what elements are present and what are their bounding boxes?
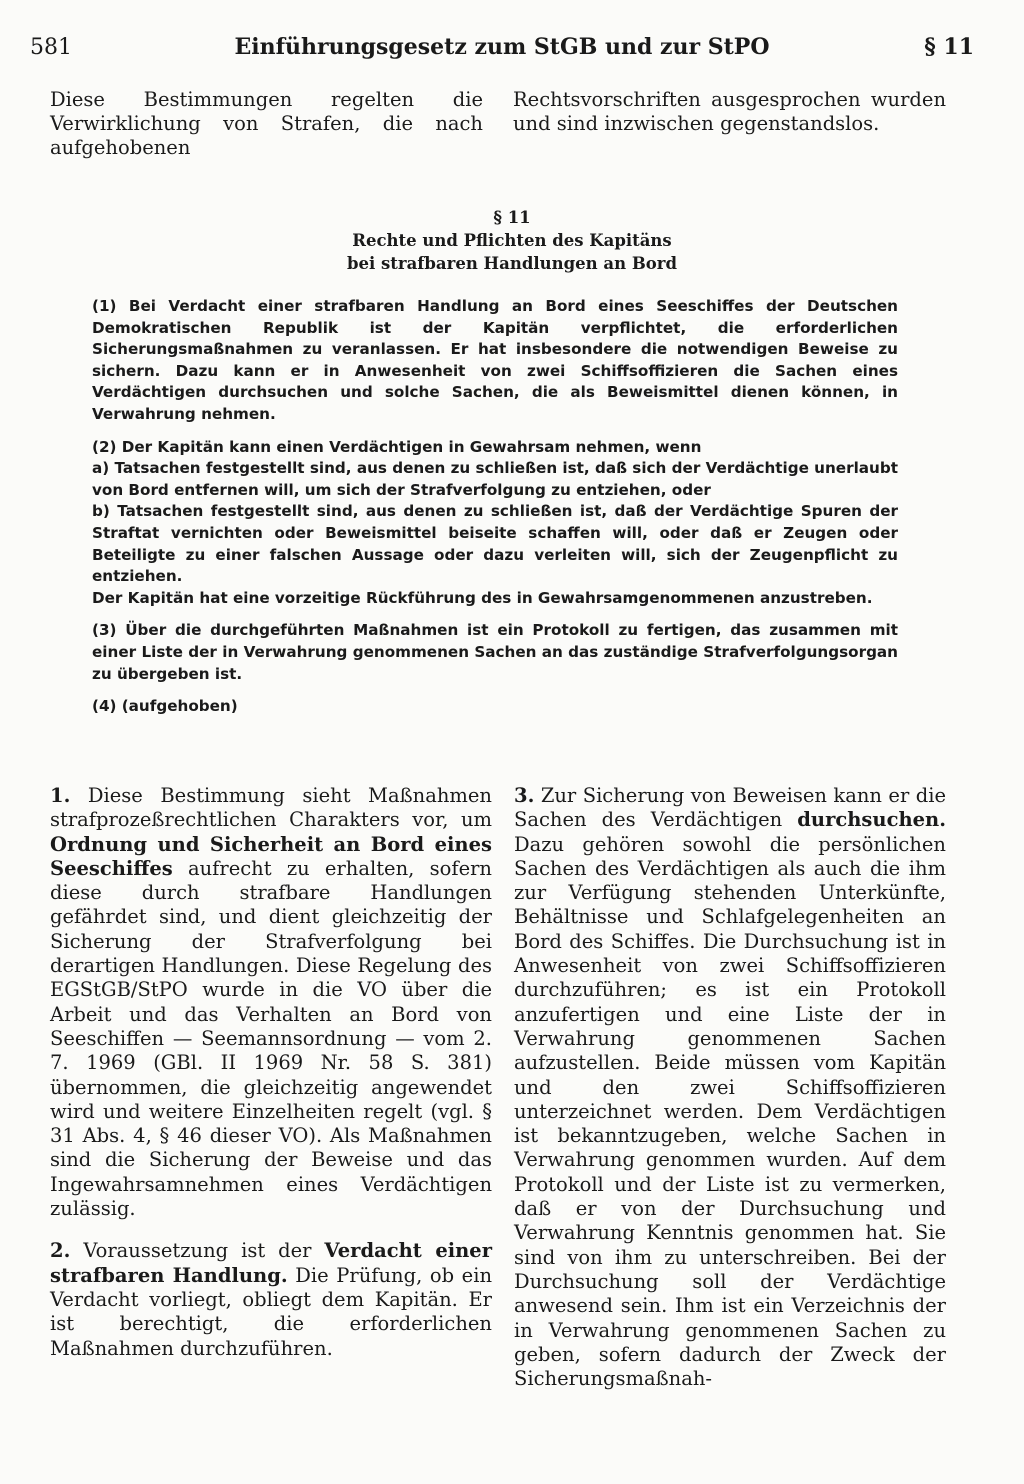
note-1-text-b: aufrecht zu erhalten, sofern diese durch strafbare Handlungen gefährdet sind, und dient gleichzeitig der Sicherung der Strafverfolgung bei derartigen Handlungen. Diese Regelung des EGStGB/StPO wurde in die VO über die Arbeit und das Verhalten an Bord von Seeschiffen — Seemannsordnung — vom 2. 7. 1969 (GBl. II 1969 Nr. 58 S. 381) übernommen, die gleichzeitig angewendet wird und weitere Einzelheiten regelt (vgl. § 31 Abs. 4, § 46 dieser VO). Als Maßnahmen sind die Sicherung der Beweise und das Ingewahrsamnehmen eines Verdächtigen zulässig.: [50, 856, 492, 1221]
law-paragraph-2: [92, 437, 898, 610]
law-text: [92, 296, 898, 729]
intro-text: [50, 88, 946, 160]
note-2-bold: Verdacht einer strafbaren Handlung.: [50, 1239, 492, 1287]
note-3-text-a: Zur Sicherung von Beweisen kann er die Sachen des Verdächtigen: [514, 784, 946, 832]
section-title-line-1: Rechte und Pflichten des Kapitäns: [352, 231, 672, 250]
running-title: Einführungsgesetz zum StGB und zur StPO: [234, 34, 770, 60]
note-3-text-b: Dazu gehören sowohl die persönlichen Sachen des Verdächtigen als auch die ihm zur Verfügung stehenden Unterkünfte, Behältnisse und Schlafgelegenheiten an Bord des Schiffes. Die Durchsuchung ist in Anwesenheit von zwei Schiffsoffizieren durchzuführen; es ist ein Protokoll anzufertigen und eine Liste der in Verwahrung genommenen Sachen aufzustellen. Beide müssen vom Kapitän und den zwei Schiffsoffizieren unterzeichnet werden. Dem Verdächtigen ist bekanntzugeben, welche Sachen in Verwahrung genommen wurden. Auf dem Protokoll und der Liste ist zu vermerken, daß er von der Durchsuchung und Verwahrung Kenntnis genommen hat. Sie sind von ihm zu unterschreiben. Bei der Durchsuchung soll der Verdächtige anwesend sein. Ihm ist ein Verzeichnis der in Verwahrung genommenen Sachen zu geben, sofern dadurch der Zweck der Sicherungsmaßnah-: [514, 832, 946, 1391]
note-2-number: 2.: [50, 1239, 71, 1263]
intro-left-column: Diese Bestimmungen regelten die Verwirklichung von Strafen, die nach aufgehobenen: [50, 88, 483, 159]
law-paragraph-2-intro: (2) Der Kapitän kann einen Verdächtigen in Gewahrsam nehmen, wenn: [92, 437, 702, 456]
law-paragraph-2-closing: Der Kapitän hat eine vorzeitige Rückführung des in Gewahrsamgenommenen anzustreben.: [92, 588, 873, 607]
section-number: § 11: [493, 208, 531, 227]
note-1-bold: Ordnung und Sicherheit an Bord eines Seeschiffes: [50, 832, 492, 880]
note-3-bold: durchsuchen.: [797, 808, 946, 832]
commentary: [50, 784, 946, 1409]
note-3-number: 3.: [514, 784, 535, 807]
law-paragraph-1: (1) Bei Verdacht einer strafbaren Handlung an Bord eines Seeschiffes der Deutschen Demokratischen Republik ist der Kapitän verpflichtet, die erforderlichen Sicherungsmaßnahmen zu veranlassen. Er hat insbesondere die notwendigen Beweise zu sichern. Dazu kann er in Anwesenheit von zwei Schiffsoffizieren die Sachen eines Verdächtigen durchsuchen und solche Sachen, die als Beweismittel dienen können, in Verwahrung nehmen.: [92, 297, 898, 423]
note-2-text-a: Voraussetzung ist der: [70, 1239, 325, 1263]
section-reference: § 11: [924, 34, 974, 60]
note-1-number: 1.: [50, 784, 71, 807]
commentary-note-2: [50, 1239, 492, 1360]
note-1-text-a: Diese Bestimmung sieht Maßnahmen strafprozeßrechtlichen Charakters vor, um: [50, 784, 492, 832]
running-header: [30, 34, 974, 60]
section-heading: [0, 206, 1024, 275]
commentary-note-1: [50, 784, 492, 1221]
law-paragraph-3: (3) Über die durchgeführten Maßnahmen ist ein Protokoll zu fertigen, das zusammen mit einer Liste der in Verwahrung genommenen Sachen an das zuständige Strafverfolgungsorgan zu übergeben ist.: [92, 621, 898, 683]
commentary-right-column: [514, 784, 946, 1409]
law-paragraph-2-item-b: b) Tatsachen festgestellt sind, aus denen zu schließen ist, daß der Verdächtige Spuren der Straftat vernichten oder Beweismittel beiseite schaffen will, oder daß er Zeugen oder Beteiligte zu einer falschen Aussage oder dazu verleiten will, sich der Zeugenpflicht zu entziehen.: [92, 502, 898, 586]
commentary-left-column: [50, 784, 492, 1409]
commentary-note-3: [514, 784, 946, 1391]
law-paragraph-2-item-a: a) Tatsachen festgestellt sind, aus denen zu schließen ist, daß sich der Verdächtige unerlaubt von Bord entfernen will, um sich der Strafverfolgung zu entziehen, oder: [92, 459, 898, 499]
section-title-line-2: bei strafbaren Handlungen an Bord: [346, 254, 678, 273]
law-paragraph-4: (4) (aufgehoben): [92, 697, 238, 716]
note-2-text-b: Die Prüfung, ob ein Verdacht vorliegt, obliegt dem Kapitän. Er ist berechtigt, die erforderlichen Maßnahmen durchzuführen.: [50, 1263, 492, 1360]
intro-right-column: Rechtsvorschriften ausgesprochen wurden und sind inzwischen gegenstandslos.: [513, 88, 946, 135]
page-number: 581: [30, 35, 72, 60]
